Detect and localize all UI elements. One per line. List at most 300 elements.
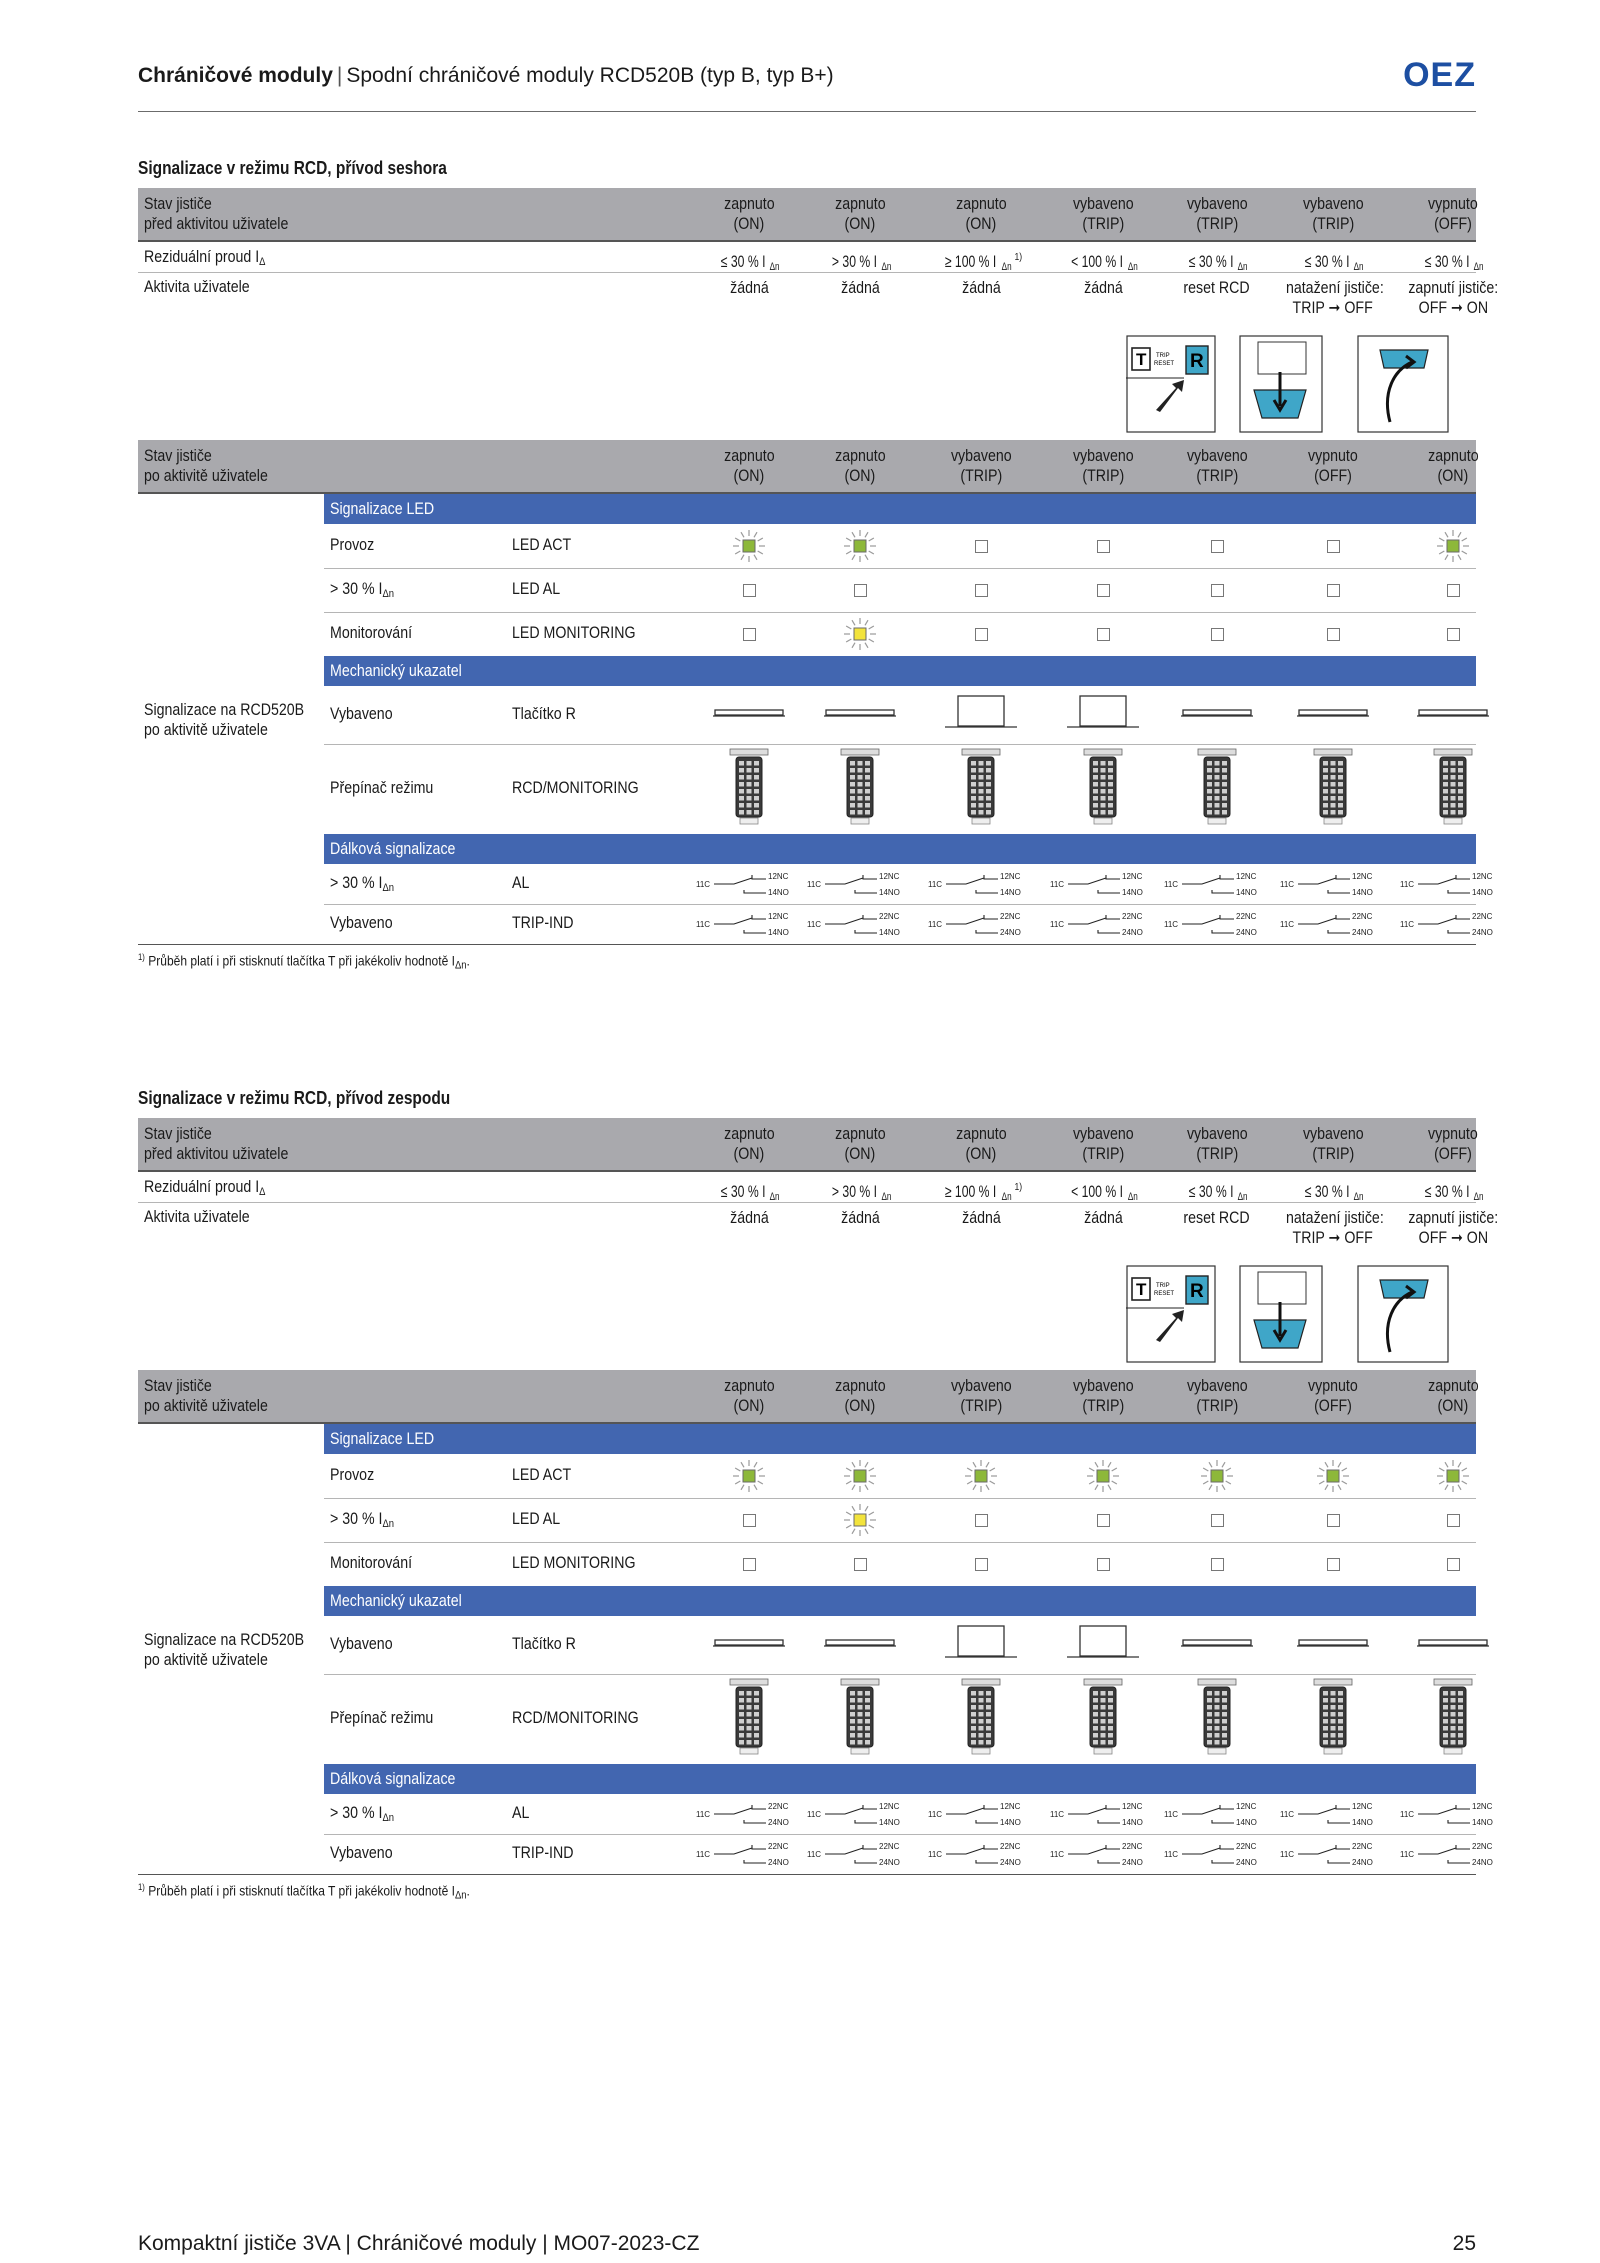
after-label-line2: po aktivitě uživatele [144, 1397, 268, 1415]
contact-cell [1162, 1834, 1272, 1874]
svg-text:11C: 11C [1164, 880, 1179, 889]
svg-text:12NC: 12NC [879, 1802, 900, 1811]
before-state-header [138, 1118, 1476, 1170]
state-code: (OFF) [1434, 215, 1472, 233]
divider [138, 272, 1476, 273]
contact-diagram-icon [1278, 871, 1388, 897]
green-led-on-icon [732, 1459, 766, 1493]
row-label [330, 536, 374, 555]
state-cell [926, 1376, 1036, 1416]
mech-indicator [1181, 706, 1253, 724]
mode-switch-icon [1310, 1677, 1356, 1757]
mode-switch-icon [837, 1677, 883, 1757]
reset-rcd-illustration [1126, 1262, 1216, 1369]
led-cell [1048, 524, 1158, 568]
led-indicator [1316, 573, 1350, 607]
led-cell [1048, 568, 1158, 612]
led-cell [1162, 1498, 1272, 1542]
residual-value-main: ≥ 100 % I [944, 252, 996, 271]
mech-indicator [945, 694, 1017, 737]
residual-value-main: < 100 % I [1071, 252, 1124, 271]
green-led-on-icon [843, 529, 877, 563]
svg-text:14NO: 14NO [879, 888, 900, 897]
svg-text:22NC: 22NC [1236, 1842, 1257, 1851]
header-title-rest: Spodní chráničové moduly RCD520B (typ B, typ B+) [346, 64, 834, 87]
led-cell [926, 1542, 1036, 1586]
row-label [330, 1709, 433, 1728]
svg-text:RESET: RESET [1154, 1291, 1175, 1297]
led-cell [694, 524, 804, 568]
led-off-icon [743, 1558, 756, 1571]
svg-text:22NC: 22NC [1236, 912, 1257, 921]
state-name: vybaveno [1302, 195, 1364, 213]
row-label-text: > 30 % I [330, 874, 383, 892]
led-cell [694, 1454, 804, 1498]
led-cell [1398, 524, 1508, 568]
mech-indicator [726, 747, 772, 832]
green-led-on-icon [843, 1459, 877, 1493]
footnote-mark: 1) [138, 952, 145, 962]
device-label: Tlačítko R [512, 1635, 576, 1653]
state-name: zapnuto [723, 1377, 775, 1395]
svg-text:12NC: 12NC [1352, 1802, 1373, 1811]
led-indicator [1436, 1459, 1470, 1493]
residual-value-main: ≤ 30 % I [1304, 1182, 1350, 1201]
mech-cell [805, 744, 915, 834]
led-off-icon [743, 628, 756, 641]
state-name: zapnutí jističe: [1408, 1209, 1498, 1227]
led-indicator [1086, 1547, 1120, 1581]
mech-cell [694, 1616, 804, 1674]
r-button-popped-icon [945, 694, 1017, 732]
svg-text:11C: 11C [696, 920, 711, 929]
state-name: natažení jističe: [1285, 1209, 1384, 1227]
contact-diagram-icon [1048, 911, 1158, 937]
led-off-icon [1211, 1514, 1224, 1527]
contact-diagram-icon [1162, 911, 1272, 937]
divider [138, 1874, 1476, 1875]
svg-text:11C: 11C [696, 1810, 711, 1819]
mech-indicator [1430, 1677, 1476, 1762]
r-button-flat-icon [824, 1637, 896, 1649]
state-code: (TRIP) [1312, 1145, 1354, 1163]
row-label-sub: Δn [382, 882, 395, 894]
state-name: zapnuto [723, 1125, 775, 1143]
footnote-end: . [466, 1882, 470, 1899]
state-cell [926, 278, 1036, 318]
mech-indicator [1067, 694, 1139, 737]
row-label-sub: Δn [382, 1812, 395, 1824]
footnote [138, 1882, 470, 1902]
led-indicator [843, 529, 877, 563]
mech-indicator [837, 747, 883, 832]
device-label: AL [512, 874, 530, 892]
state-cell [1398, 1208, 1508, 1248]
mech-cell [1162, 1616, 1272, 1674]
mech-cell [1048, 1616, 1158, 1674]
mech-cell [926, 686, 1036, 744]
r-button-flat-icon [1181, 1637, 1253, 1649]
mech-cell [805, 1674, 915, 1764]
after-state-label [144, 1376, 268, 1416]
svg-text:11C: 11C [1280, 1850, 1295, 1859]
led-indicator [843, 1503, 877, 1537]
state-name: vypnuto [1428, 195, 1478, 213]
state-name: žádná [961, 279, 1001, 297]
svg-text:22NC: 22NC [1000, 1842, 1021, 1851]
residual-value-sub: Δn [1000, 260, 1011, 273]
green-led-on-icon [1436, 1459, 1470, 1493]
contact-diagram-icon [926, 1801, 1036, 1827]
state-code: (TRIP) [960, 467, 1002, 485]
after-label-line2: po aktivitě uživatele [144, 467, 268, 485]
after-state-label [144, 446, 268, 486]
state-cell [1398, 1376, 1508, 1416]
contact-diagram-icon [694, 911, 804, 937]
remote-section-header [324, 834, 1476, 864]
activity-row [138, 274, 1498, 434]
svg-text:11C: 11C [807, 1850, 822, 1859]
r-button-flat-icon [1297, 707, 1369, 719]
contact-diagram-icon [1278, 1801, 1388, 1827]
device-label: LED AL [512, 1510, 561, 1528]
led-cell [805, 524, 915, 568]
page-number: 25 [1452, 2232, 1476, 2255]
mech-cell [1162, 686, 1272, 744]
residual-label [144, 248, 266, 268]
state-cell [1398, 278, 1508, 318]
led-cell [1162, 612, 1272, 656]
mech-indicator [1181, 1636, 1253, 1654]
mode-switch-icon [726, 1677, 772, 1757]
led-cell [1162, 1542, 1272, 1586]
mech-indicator [824, 706, 896, 724]
contact-cell [926, 864, 1036, 904]
state-name: vybaveno [1072, 195, 1134, 213]
led-cell [1162, 1454, 1272, 1498]
led-indicator [732, 617, 766, 651]
led-indicator [1436, 573, 1470, 607]
state-name: žádná [961, 1209, 1001, 1227]
led-indicator [732, 1547, 766, 1581]
state-code: (ON) [965, 215, 997, 233]
led-off-icon [1447, 1558, 1460, 1571]
contact-cell [1278, 1794, 1388, 1834]
footnote-text: Průběh platí i při stisknutí tlačítka T při jakékoliv hodnotě I [148, 1882, 455, 1899]
after-label-line1: Stav jističe [144, 1377, 212, 1395]
led-indicator [1316, 617, 1350, 651]
svg-text:TRIP: TRIP [1156, 1283, 1170, 1289]
state-code: OFF ➞ ON [1418, 299, 1488, 317]
led-off-icon [975, 1514, 988, 1527]
state-name: zapnuto [723, 195, 775, 213]
svg-text:14NO: 14NO [879, 928, 900, 937]
svg-text:11C: 11C [1050, 920, 1065, 929]
state-code: (TRIP) [1082, 467, 1124, 485]
state-code: TRIP ➞ OFF [1292, 299, 1374, 317]
residual-label [144, 1178, 266, 1198]
svg-text:22NC: 22NC [1352, 1842, 1373, 1851]
svg-text:14NO: 14NO [1236, 888, 1257, 897]
mech-indicator [1417, 1636, 1489, 1654]
after-state-header [138, 440, 1479, 492]
contact-diagram-icon [805, 911, 915, 937]
state-cell [694, 1124, 804, 1164]
row-label [330, 779, 433, 798]
mech-indicator [824, 1636, 896, 1654]
svg-text:22NC: 22NC [1000, 912, 1021, 921]
state-code: (OFF) [1434, 1145, 1472, 1163]
svg-text:11C: 11C [1400, 1810, 1415, 1819]
trip-to-off-illustration [1236, 1262, 1328, 1369]
footer-text: Kompaktní jističe 3VA | Chráničové moduly | MO07-2023-CZ [138, 2232, 700, 2255]
contact-cell [1398, 1834, 1508, 1874]
state-cell [694, 1376, 804, 1416]
green-led-on-icon [1200, 1459, 1234, 1493]
mech-section-header-text: Mechanický ukazatel [330, 1592, 462, 1610]
contact-diagram-icon [926, 1841, 1036, 1867]
led-off-icon [1097, 1558, 1110, 1571]
contact-cell [805, 864, 915, 904]
device-label: LED MONITORING [512, 1554, 636, 1572]
svg-text:11C: 11C [1400, 920, 1415, 929]
mech-cell [694, 744, 804, 834]
led-off-icon [1211, 1558, 1224, 1571]
state-cell [1048, 446, 1158, 486]
state-name: zapnutí jističe: [1408, 279, 1498, 297]
mech-indicator [726, 1677, 772, 1762]
svg-text:TRIP: TRIP [1156, 353, 1170, 359]
contact-cell [1048, 904, 1158, 944]
mode-switch-icon [726, 747, 772, 827]
mech-cell [1278, 744, 1388, 834]
header-separator: | [336, 64, 343, 87]
device-label: TRIP-IND [512, 1844, 574, 1862]
mech-cell [926, 1674, 1036, 1764]
svg-text:22NC: 22NC [1122, 912, 1143, 921]
svg-text:11C: 11C [696, 1850, 711, 1859]
led-cell [1278, 1498, 1388, 1542]
state-code: (ON) [733, 215, 765, 233]
row-label [330, 1510, 394, 1530]
residual-value-sub: Δn [1237, 260, 1248, 273]
contact-diagram-icon [1048, 871, 1158, 897]
led-indicator [843, 1459, 877, 1493]
svg-text:22NC: 22NC [768, 1842, 789, 1851]
mech-indicator [1080, 747, 1126, 832]
svg-text:11C: 11C [1400, 1850, 1415, 1859]
mode-switch-icon [958, 1677, 1004, 1757]
svg-text:14NO: 14NO [1000, 888, 1021, 897]
state-code: (OFF) [1314, 467, 1352, 485]
led-indicator [964, 573, 998, 607]
state-name: vybaveno [1072, 1377, 1134, 1395]
state-cell [1048, 1208, 1158, 1248]
state-cell [1162, 194, 1272, 234]
led-cell [1048, 1454, 1158, 1498]
state-code: (ON) [844, 467, 876, 485]
svg-text:12NC: 12NC [1000, 1802, 1021, 1811]
led-indicator [964, 617, 998, 651]
led-indicator [1200, 573, 1234, 607]
device-label: RCD/MONITORING [512, 779, 639, 797]
led-cell [694, 568, 804, 612]
after-state-header [138, 1370, 1479, 1422]
row-label-text: Přepínač režimu [330, 1709, 434, 1727]
state-cell [694, 446, 804, 486]
svg-text:24NO: 24NO [1352, 928, 1373, 937]
state-name: žádná [1083, 279, 1123, 297]
residual-value-main: ≤ 30 % I [1424, 252, 1470, 271]
led-indicator [732, 529, 766, 563]
state-name: vybaveno [1186, 195, 1248, 213]
state-cell [805, 446, 915, 486]
state-cell [1048, 194, 1158, 234]
svg-text:14NO: 14NO [1352, 888, 1373, 897]
led-off-icon [854, 584, 867, 597]
green-led-on-icon [1316, 1459, 1350, 1493]
green-led-on-icon [1086, 1459, 1120, 1493]
led-indicator [964, 1547, 998, 1581]
svg-text:24NO: 24NO [1122, 928, 1143, 937]
r-button-flat-icon [713, 707, 785, 719]
state-code: TRIP ➞ OFF [1292, 1229, 1374, 1247]
residual-value-sub: Δn [1128, 260, 1139, 273]
state-name: vypnuto [1308, 1377, 1358, 1395]
led-cell [926, 612, 1036, 656]
off-to-on-illustration [1354, 1262, 1454, 1369]
svg-text:22NC: 22NC [1472, 1842, 1493, 1851]
mech-cell [1278, 686, 1388, 744]
row-label-text: Monitorování [330, 1554, 413, 1572]
device-label: LED MONITORING [512, 624, 636, 642]
r-button-flat-icon [1417, 1637, 1489, 1649]
mech-cell [1048, 1674, 1158, 1764]
remote-section-header [324, 1764, 1476, 1794]
led-indicator [964, 529, 998, 563]
mech-cell [1162, 1674, 1272, 1764]
footnote-end: . [466, 952, 470, 969]
svg-text:14NO: 14NO [1122, 1818, 1143, 1827]
state-name: zapnuto [834, 1125, 886, 1143]
contact-cell [1048, 864, 1158, 904]
state-cell [1398, 194, 1508, 234]
footnote-text: Průběh platí i při stisknutí tlačítka T při jakékoliv hodnotě I [148, 952, 455, 969]
led-cell [926, 1498, 1036, 1542]
remote-section-header-text: Dálková signalizace [330, 840, 456, 858]
svg-text:14NO: 14NO [1472, 1818, 1493, 1827]
state-code: (ON) [844, 1397, 876, 1415]
state-name: zapnuto [955, 1125, 1007, 1143]
green-led-on-icon [1436, 529, 1470, 563]
led-cell [1048, 1542, 1158, 1586]
residual-value-sub: Δn [769, 1190, 780, 1203]
svg-text:22NC: 22NC [1472, 912, 1493, 921]
led-cell [1162, 524, 1272, 568]
mech-cell [1048, 744, 1158, 834]
remote-section-header-text: Dálková signalizace [330, 1770, 456, 1788]
residual-value-sub: Δn [881, 1190, 892, 1203]
mech-cell [926, 744, 1036, 834]
svg-text:22NC: 22NC [879, 1842, 900, 1851]
state-cell [926, 1124, 1036, 1164]
contact-diagram-icon [1398, 1801, 1508, 1827]
svg-text:11C: 11C [1280, 1810, 1295, 1819]
row-label [330, 1804, 394, 1824]
state-cell [805, 1376, 915, 1416]
before-state-header [138, 188, 1476, 240]
mech-cell [1278, 1674, 1388, 1764]
svg-text:11C: 11C [1400, 880, 1415, 889]
off-to-on-illustration [1354, 332, 1454, 439]
contact-cell [1162, 864, 1272, 904]
device-label: LED ACT [512, 1466, 572, 1484]
svg-text:24NO: 24NO [1122, 1858, 1143, 1867]
mech-cell [694, 686, 804, 744]
svg-text:24NO: 24NO [1352, 1858, 1373, 1867]
state-cell [1162, 1124, 1272, 1164]
led-section-header-text: Signalizace LED [330, 500, 435, 518]
led-off-icon [1211, 584, 1224, 597]
green-led-on-icon [732, 529, 766, 563]
svg-text:11C: 11C [1050, 1850, 1065, 1859]
led-indicator [843, 617, 877, 651]
residual-value-sub: Δn [1353, 1190, 1364, 1203]
group-label-line1: Signalizace na RCD520B [144, 1631, 305, 1649]
contact-diagram-icon [805, 871, 915, 897]
footnote [138, 952, 470, 972]
state-code: (TRIP) [1082, 1397, 1124, 1415]
led-section-header [324, 494, 1476, 524]
svg-text:12NC: 12NC [1472, 872, 1493, 881]
led-indicator [1086, 1503, 1120, 1537]
led-off-icon [1097, 540, 1110, 553]
led-off-icon [1097, 1514, 1110, 1527]
group-label-line2: po aktivitě uživatele [144, 721, 268, 739]
led-indicator [1436, 1503, 1470, 1537]
svg-text:22NC: 22NC [879, 912, 900, 921]
mech-cell [1048, 686, 1158, 744]
svg-text:24NO: 24NO [1236, 1858, 1257, 1867]
mech-indicator [837, 1677, 883, 1762]
mech-indicator [713, 1636, 785, 1654]
state-name: vybaveno [1072, 447, 1134, 465]
led-indicator [732, 1459, 766, 1493]
contact-diagram-icon [1398, 1841, 1508, 1867]
contact-cell [805, 904, 915, 944]
contact-cell [805, 1834, 915, 1874]
contact-diagram-icon [1048, 1841, 1158, 1867]
mech-indicator [1194, 747, 1240, 832]
row-label-text: Provoz [330, 1466, 375, 1484]
led-cell [805, 612, 915, 656]
contact-diagram-icon [694, 1841, 804, 1867]
state-cell [1048, 1124, 1158, 1164]
state-code: (TRIP) [1082, 1145, 1124, 1163]
residual-value-main: ≤ 30 % I [1188, 1182, 1234, 1201]
contact-cell [694, 1794, 804, 1834]
led-off-icon [1327, 628, 1340, 641]
page-footer [138, 2232, 1476, 2256]
svg-text:24NO: 24NO [879, 1858, 900, 1867]
device-label: LED AL [512, 580, 561, 598]
mech-cell [1398, 686, 1508, 744]
led-off-icon [975, 540, 988, 553]
state-name: žádná [840, 279, 880, 297]
contact-diagram-icon [1162, 871, 1272, 897]
state-code: (TRIP) [1196, 1397, 1238, 1415]
contact-cell [1162, 1794, 1272, 1834]
